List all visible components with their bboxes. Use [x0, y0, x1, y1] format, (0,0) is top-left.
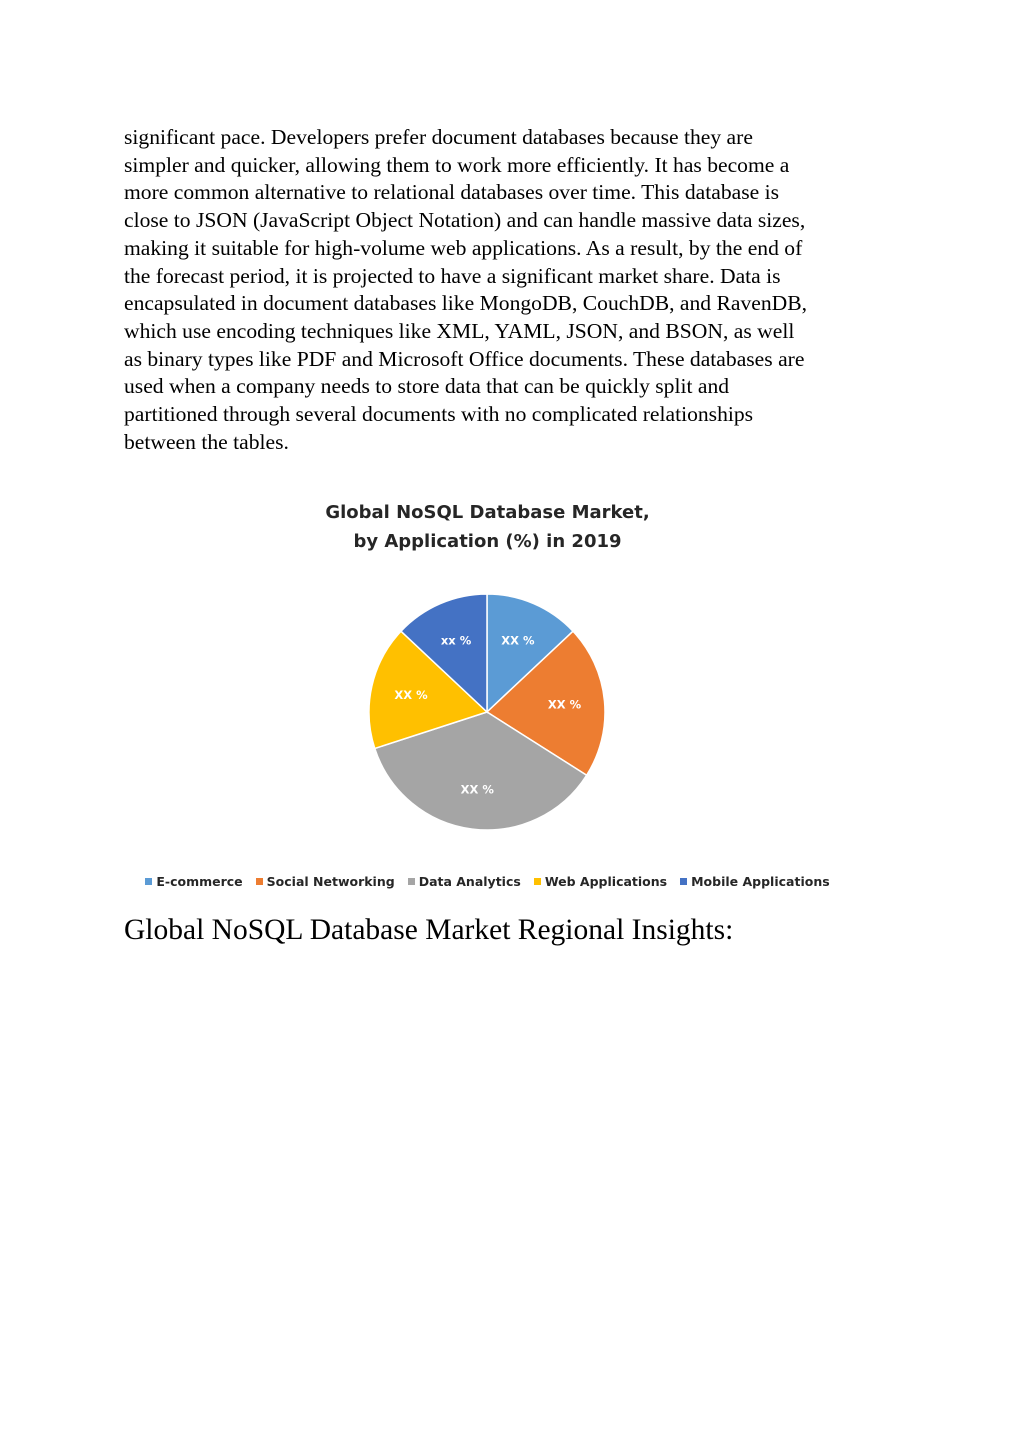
- paragraph-line: significant pace. Developers prefer document databases because they are: [124, 125, 753, 149]
- chart-title-line: by Application (%) in 2019: [353, 531, 622, 552]
- pie-chart: [156, 494, 830, 904]
- paragraph-line: making it suitable for high-volume web applications. As a result, by the end of: [124, 235, 803, 260]
- paragraph-line: partitioned through several documents with no complicated relationships: [124, 402, 754, 427]
- chart-title-line: Global NoSQL Database Market,: [325, 502, 650, 523]
- slice-data-label: XX %: [394, 688, 428, 703]
- legend-label: E-commerce: [156, 874, 243, 889]
- legend-item: [408, 874, 521, 889]
- legend-swatch: [680, 878, 687, 885]
- body-paragraph: [124, 124, 894, 456]
- legend-label: Mobile Applications: [691, 874, 830, 889]
- paragraph-line: which use encoding techniques like XML, YAML, JSON, and BSON, as well: [124, 318, 795, 343]
- paragraph-line: between the tables.: [124, 429, 289, 454]
- legend-item: [145, 874, 242, 889]
- legend-item: [534, 874, 667, 889]
- paragraph-line: encapsulated in document databases like MongoDB, CouchDB, and RavenDB,: [124, 291, 808, 316]
- paragraph-line: more common alternative to relational databases over time. This database is: [124, 180, 779, 205]
- paragraph-line: close to JSON (JavaScript Object Notation) and can handle massive data sizes,: [124, 208, 806, 233]
- legend-swatch: [534, 878, 541, 885]
- legend-label: Data Analytics: [418, 874, 521, 889]
- paragraph-line: as binary types like PDF and Microsoft Office documents. These databases are: [124, 346, 805, 371]
- slice-data-label: XX %: [547, 697, 582, 712]
- legend-item: [680, 874, 830, 889]
- legend-swatch: [408, 878, 415, 885]
- legend-label: Web Applications: [544, 874, 668, 889]
- pie-plot: [160, 494, 830, 904]
- chart-legend: [156, 874, 830, 889]
- slice-data-label: xx %: [440, 633, 472, 648]
- slice-data-label: XX %: [501, 633, 535, 648]
- legend-swatch: [145, 878, 152, 885]
- legend-swatch: [256, 878, 263, 885]
- paragraph-line: simpler and quicker, allowing them to work more efficiently. It has become a: [124, 152, 790, 177]
- legend-item: [256, 874, 395, 889]
- paragraph-line: used when a company needs to store data that can be quickly split and: [124, 374, 730, 399]
- slice-data-label: XX %: [460, 782, 494, 797]
- legend-label: Social Networking: [266, 874, 395, 889]
- section-heading: Global NoSQL Database Market Regional Insights:: [124, 914, 734, 946]
- paragraph-line: the forecast period, it is projected to have a significant market share. Data is: [124, 263, 781, 288]
